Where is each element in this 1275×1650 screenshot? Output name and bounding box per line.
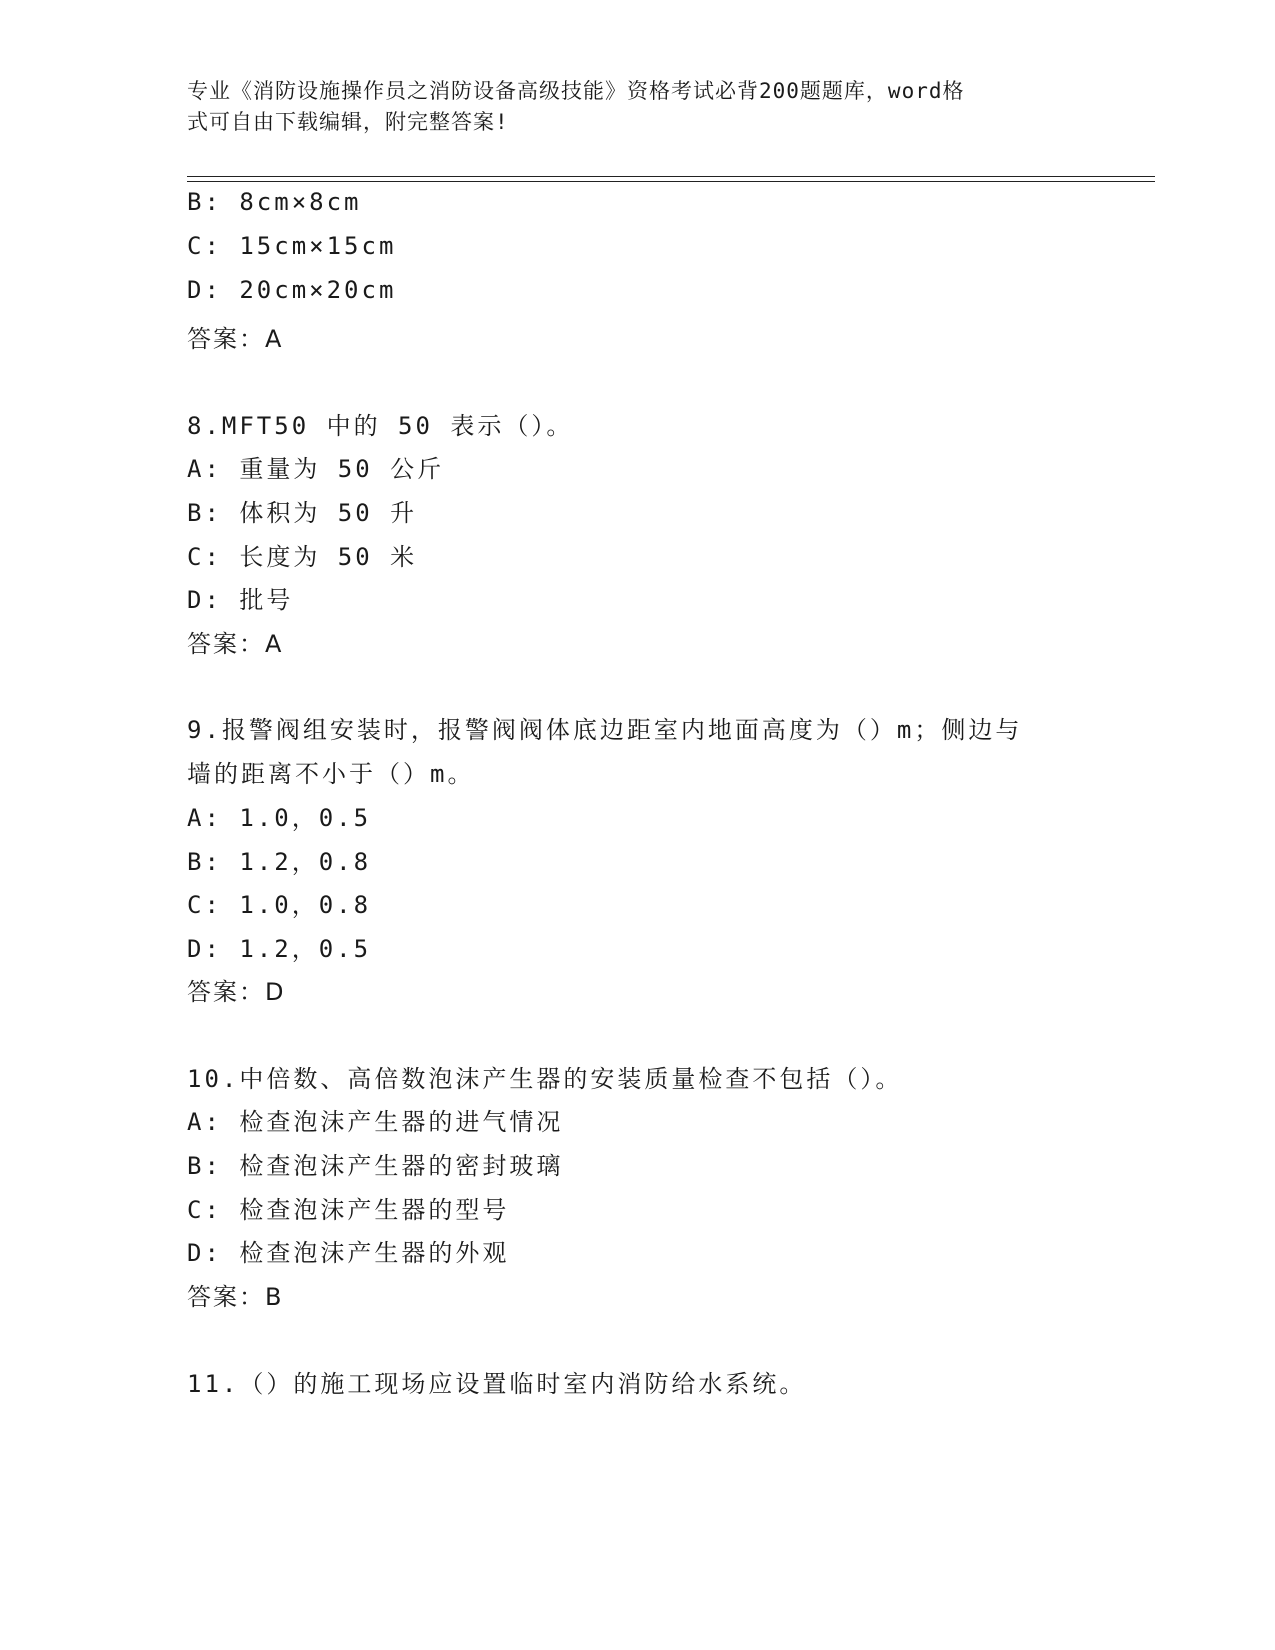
- question-8-answer: 答案：A: [187, 630, 284, 658]
- document-header: [187, 76, 1067, 138]
- header-divider-bottom: [187, 181, 1155, 182]
- question-9-stem-line-1: 9.报警阀组安装时，报警阀阀体底边距室内地面高度为（）m；侧边与: [187, 716, 1023, 744]
- header-line-2: 式可自由下载编辑，附完整答案!: [187, 110, 509, 134]
- question-8-option-c: C: 长度为 50 米: [187, 543, 418, 571]
- option-d: D: 20cm×20cm: [187, 276, 397, 304]
- question-9-option-a: A: 1.0，0.5: [187, 804, 372, 832]
- question-11-stem: 11.（）的施工现场应设置临时室内消防给水系统。: [187, 1370, 807, 1398]
- question-8-option-d: D: 批号: [187, 586, 294, 614]
- question-9-option-d: D: 1.2，0.5: [187, 935, 372, 963]
- question-10-option-d: D: 检查泡沫产生器的外观: [187, 1239, 510, 1267]
- question-9-answer: 答案：D: [187, 978, 286, 1006]
- option-c: C: 15cm×15cm: [187, 232, 397, 260]
- header-line-1: 专业《消防设施操作员之消防设备高级技能》资格考试必背200题题库，word格: [187, 79, 965, 103]
- header-divider-top: [187, 176, 1155, 177]
- question-9-stem-line-2: 墙的距离不小于（）m。: [187, 760, 475, 788]
- option-b: B: 8cm×8cm: [187, 188, 362, 216]
- question-9-option-c: C: 1.0，0.8: [187, 891, 372, 919]
- question-10-option-a: A: 检查泡沫产生器的进气情况: [187, 1108, 564, 1136]
- question-8-option-a: A: 重量为 50 公斤: [187, 455, 445, 483]
- question-8-option-b: B: 体积为 50 升: [187, 499, 418, 527]
- question-8-stem: 8.MFT50 中的 50 表示（）。: [187, 412, 574, 440]
- question-10-answer: 答案：B: [187, 1283, 284, 1311]
- question-9-option-b: B: 1.2，0.8: [187, 848, 372, 876]
- question-10-option-c: C: 检查泡沫产生器的型号: [187, 1196, 510, 1224]
- question-10-option-b: B: 检查泡沫产生器的密封玻璃: [187, 1152, 564, 1180]
- answer: 答案：A: [187, 325, 284, 353]
- question-10-stem: 10.中倍数、高倍数泡沫产生器的安装质量检查不包括（）。: [187, 1065, 903, 1093]
